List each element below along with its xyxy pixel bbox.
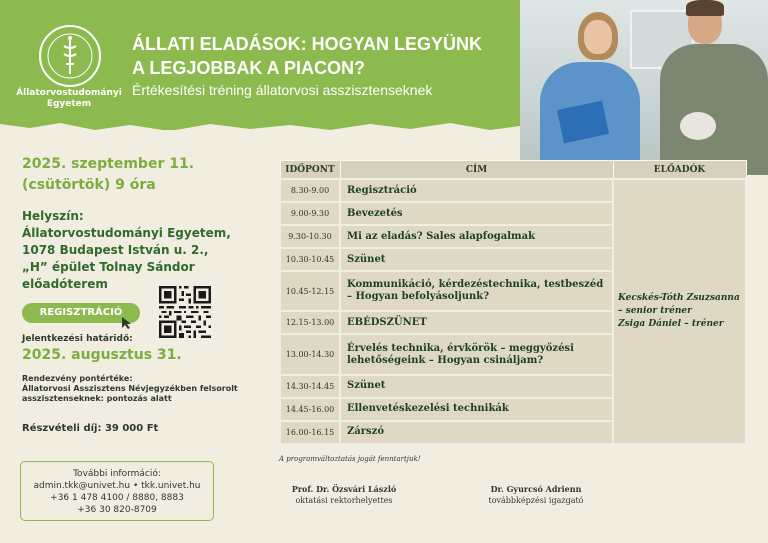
signatory-name: Dr. Gyurcsó Adrienn: [490, 484, 582, 494]
session-time: 13.00-14.30: [280, 334, 340, 374]
university-logo-icon: [38, 24, 102, 88]
session-title: Szünet: [340, 248, 613, 271]
session-time: 8.30-9.00: [280, 179, 340, 202]
contact-label: További információ:: [73, 469, 161, 479]
signatory-name: Prof. Dr. Özsvári László: [291, 484, 397, 494]
contact-email-web[interactable]: admin.tkk@univet.hu • tkk.univet.hu: [33, 481, 201, 491]
signature-block: [450, 484, 622, 506]
session-title: Zárszó: [340, 421, 613, 444]
contact-mobile: +36 30 820-8709: [77, 505, 157, 515]
event-points: Rendezvény pontértéke: Állatorvosi Asszisztens Névjegyzékben felsorolt asszisztenseknek: pontozás alatt: [22, 374, 238, 403]
speakers-cell: Kecskés-Tóth Zsuzsanna – senior tréner Zsiga Dániel – tréner: [613, 179, 746, 444]
time-header: IDŐPONT: [280, 161, 340, 180]
page-subtitle: Értékesítési tréning állatorvosi asszisztenseknek: [132, 82, 433, 98]
deadline-date: 2025. augusztus 31.: [22, 347, 182, 363]
owner-figure: [660, 44, 768, 175]
participation-fee: Részvételi díj: 39 000 Ft: [22, 423, 159, 434]
session-time: 9.00-9.30: [280, 202, 340, 225]
session-title: Érvelés technika, érvkörök – meggyőzési lehetőségeink – Hogyan csináljam?: [340, 334, 613, 374]
signatory-role: továbbképzési igazgató: [488, 496, 584, 505]
hero-photo: [520, 0, 768, 175]
register-button[interactable]: REGISZTRÁCIÓ: [22, 303, 140, 323]
university-name: Állatorvostudományi Egyetem: [16, 88, 122, 109]
session-title: Kommunikáció, kérdezéstechnika, testbeszéd – Hogyan befolyásoljunk?: [340, 271, 613, 311]
page-title: ÁLLATI ELADÁSOK: HOGYAN LEGYÜNK A LEGJOBBAK A PIACON?: [132, 34, 483, 78]
session-time: 14.45-16.00: [280, 398, 340, 421]
session-time: 14.30-14.45: [280, 375, 340, 398]
table-row: [280, 179, 746, 202]
contact-box: [20, 461, 214, 521]
speakers-header: ELŐADÓK: [613, 161, 746, 180]
program-header-row: [280, 161, 746, 180]
signature-block: [262, 484, 426, 506]
event-date: 2025. szeptember 11. (csütörtök) 9 óra: [22, 156, 195, 193]
session-title: EBÉDSZÜNET: [340, 311, 613, 334]
deadline-label: Jelentkezési határidő:: [22, 334, 133, 344]
torn-edge: [0, 118, 768, 142]
session-title: Regisztráció: [340, 179, 613, 202]
session-title: Bevezetés: [340, 202, 613, 225]
qr-code-icon[interactable]: [159, 286, 211, 338]
session-time: 12.15-13.00: [280, 311, 340, 334]
signatory-role: oktatási rektorhelyettes: [295, 496, 393, 505]
event-venue: Helyszín: Állatorvostudományi Egyetem, 1078 Budapest István u. 2., „H” épület Tolnay Sándor előadóterem: [22, 209, 231, 291]
assistant-face: [584, 20, 612, 54]
session-time: 10.30-10.45: [280, 248, 340, 271]
program-note: A programváltoztatás jogát fenntartjuk!: [279, 455, 421, 463]
session-title: Mi az eladás? Sales alapfogalmak: [340, 225, 613, 248]
title-header: CÍM: [340, 161, 613, 180]
session-time: 16.00-16.15: [280, 421, 340, 444]
session-time: 9.30-10.30: [280, 225, 340, 248]
session-time: 10.45-12.15: [280, 271, 340, 311]
cursor-icon: [120, 316, 136, 330]
session-title: Ellenvetéskezelési technikák: [340, 398, 613, 421]
contact-phone: +36 1 478 4100 / 8880, 8883: [50, 493, 184, 503]
owner-hair: [686, 0, 724, 16]
program-table: [279, 160, 747, 445]
session-title: Szünet: [340, 375, 613, 398]
